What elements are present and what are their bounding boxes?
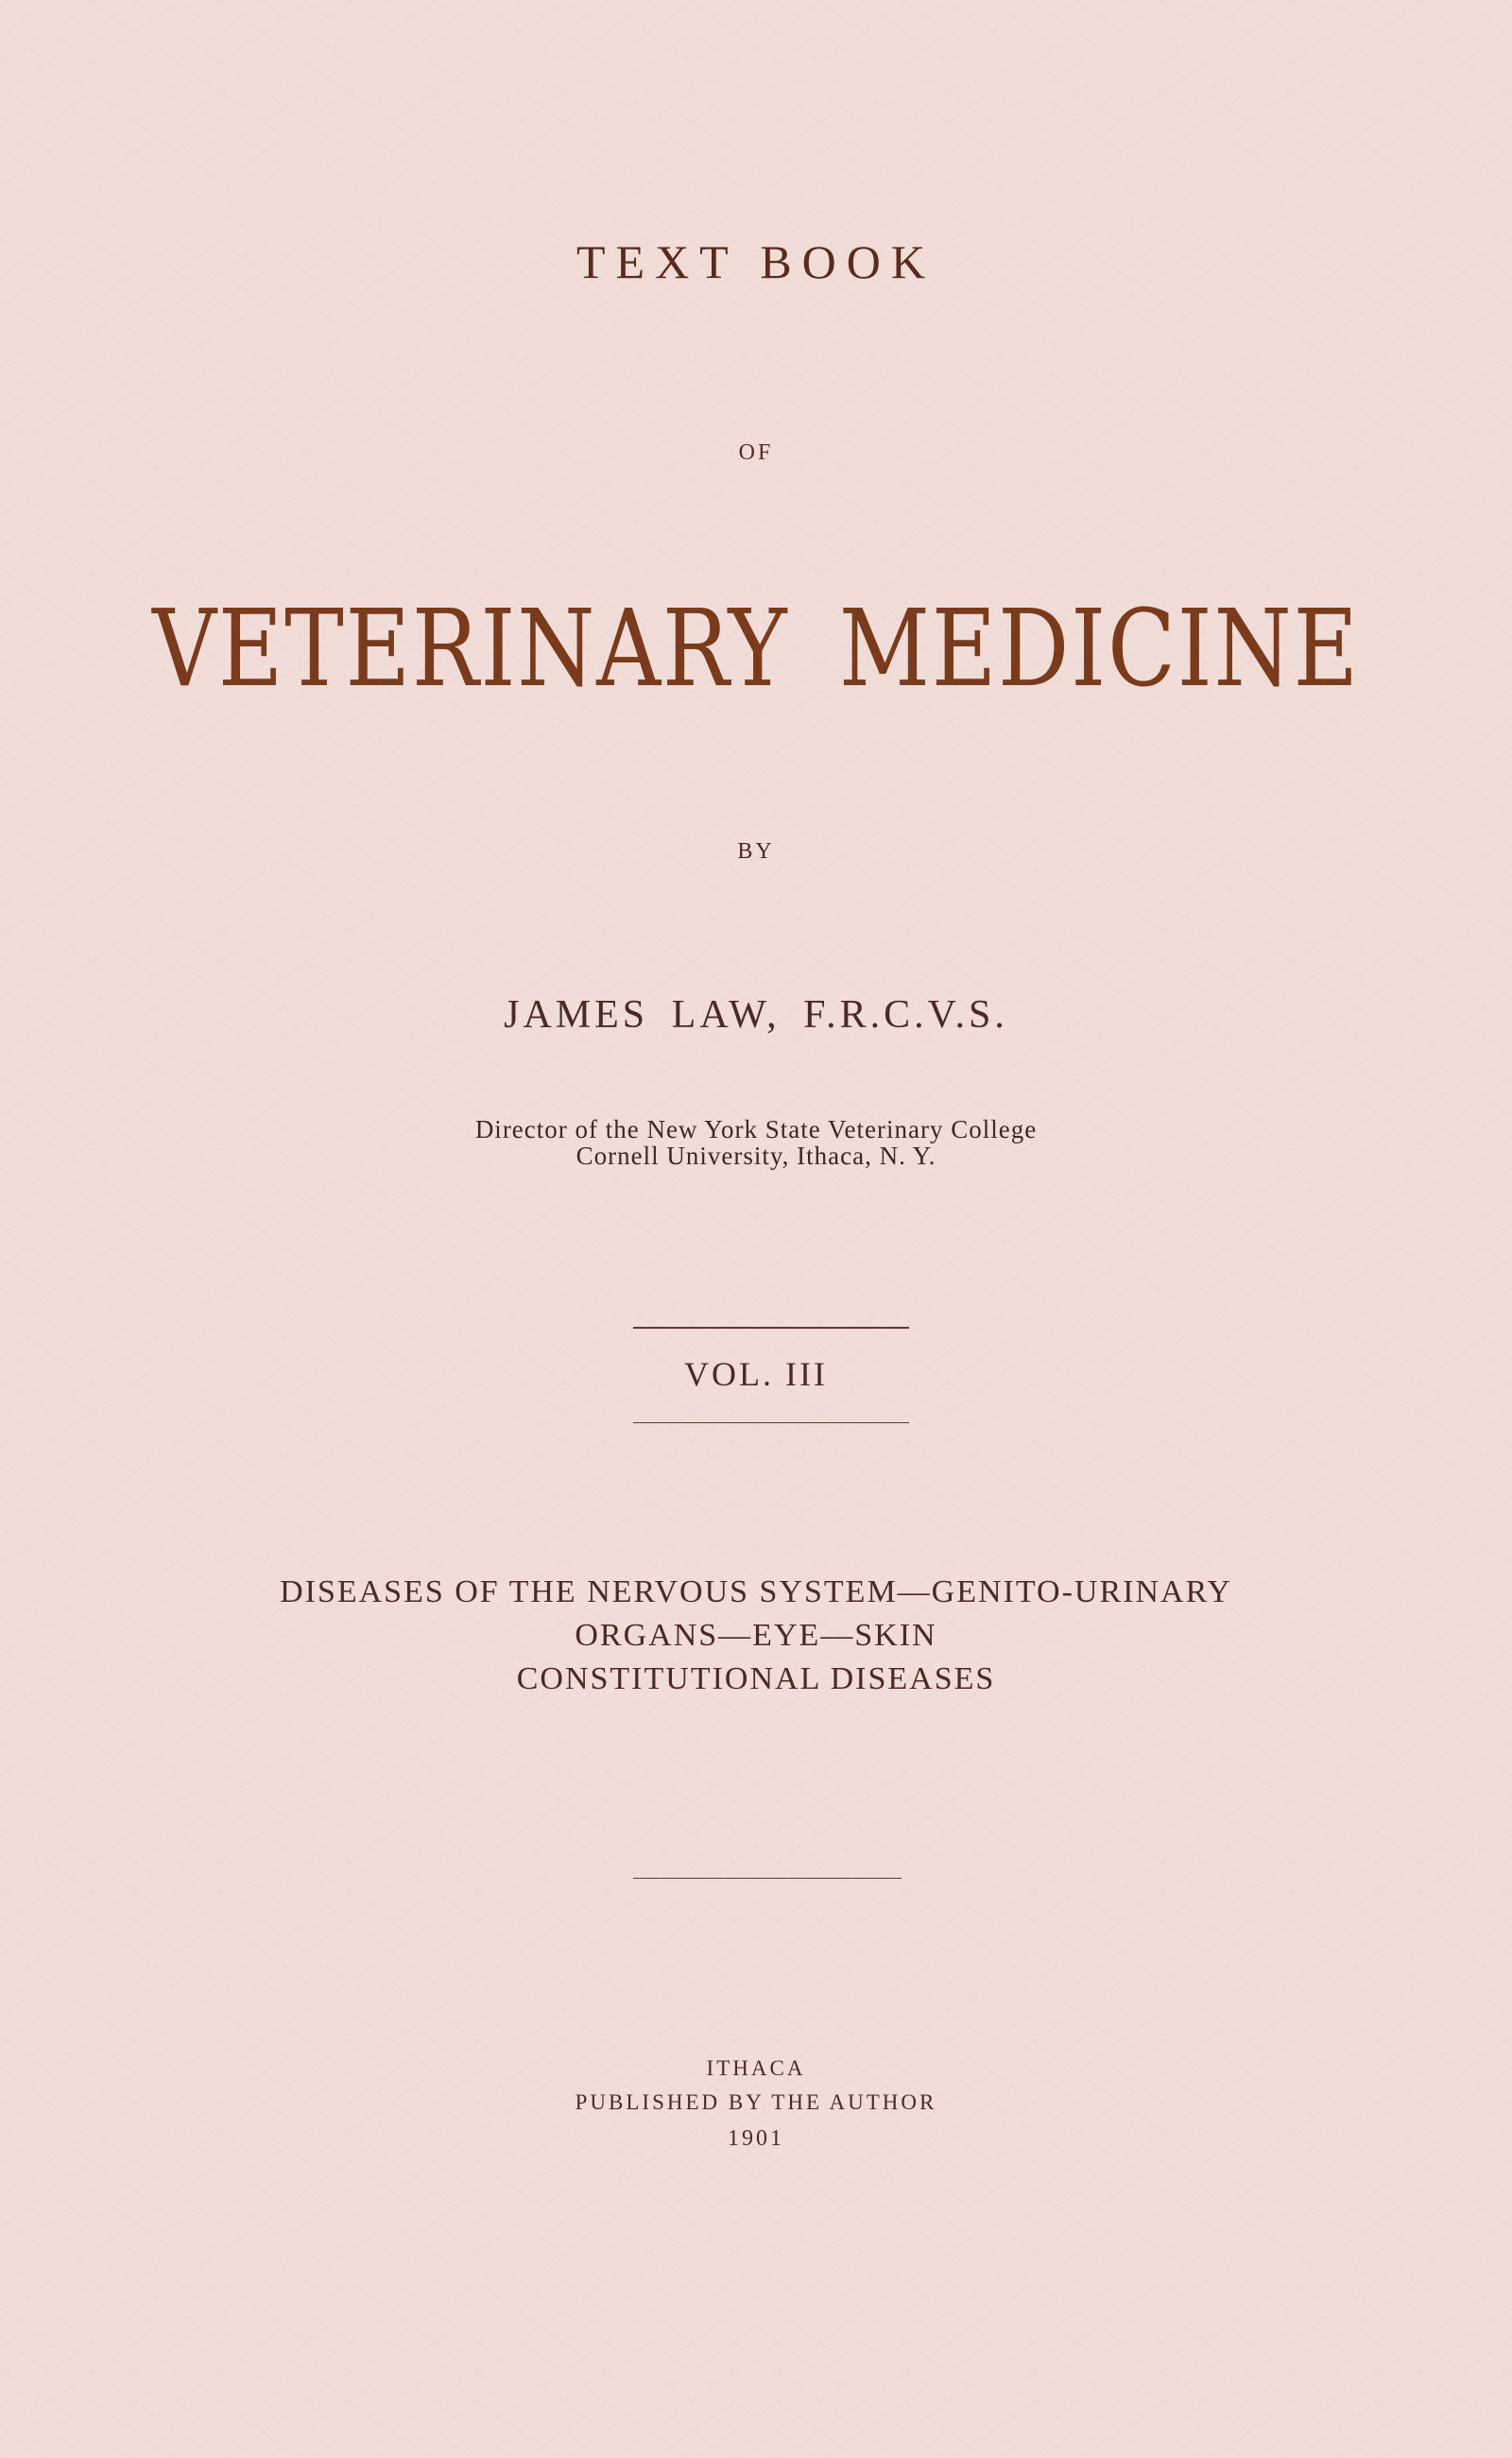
heading-text-book: TEXT BOOK (576, 235, 936, 288)
by-label: BY (737, 839, 775, 864)
divider-rule-top (633, 1327, 909, 1329)
heading-of: OF (738, 440, 774, 465)
publication-year: 1901 (728, 2126, 784, 2151)
subject-line-2: ORGANS—EYE—SKIN (575, 1618, 937, 1653)
author-affiliation-line-2: Cornell University, Ithaca, N. Y. (576, 1142, 936, 1170)
main-title: VETERINARY MEDICINE (152, 588, 1360, 711)
publisher-line: PUBLISHED BY THE AUTHOR (575, 2090, 937, 2114)
subject-line-3: CONSTITUTIONAL DISEASES (516, 1661, 996, 1696)
volume-label: VOL. III (684, 1355, 828, 1393)
divider-rule-middle (633, 1422, 909, 1423)
publication-place: ITHACA (706, 2056, 806, 2080)
author-name: JAMES LAW, F.R.C.V.S. (504, 993, 1008, 1037)
divider-rule-bottom (633, 1878, 902, 1879)
author-affiliation-line-1: Director of the New York State Veterinary College (474, 1115, 1038, 1143)
subject-line-1: DISEASES OF THE NERVOUS SYSTEM—GENITO-URINARY (280, 1574, 1232, 1609)
